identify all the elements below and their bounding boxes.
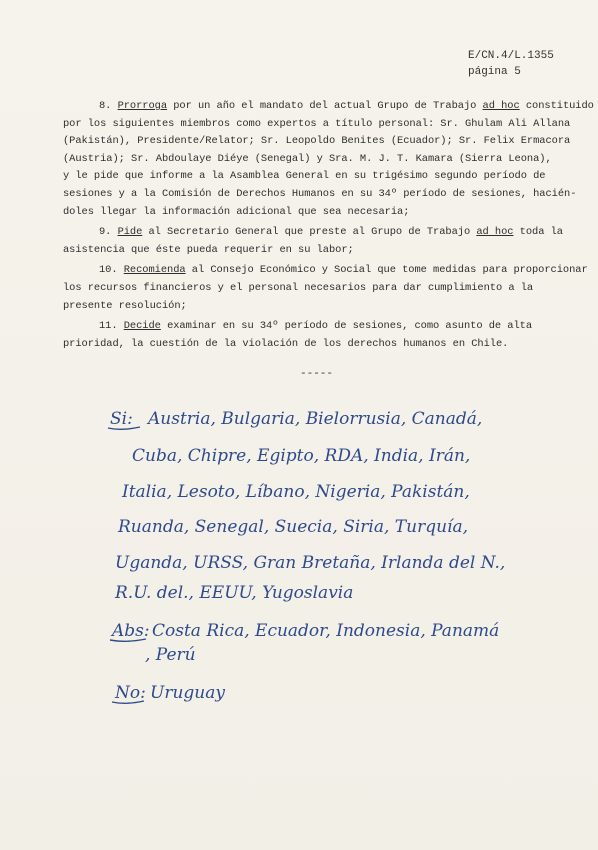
text-line: y le pide que informe a la Asamblea General en su trigésimo segundo período de [63,170,546,183]
vote-list-line: , Perú [145,645,196,665]
separator: ----- [300,368,334,380]
pen-underline [112,701,144,703]
vote-list-line: Cuba, Chipre, Egipto, RDA, India, Irán, [132,446,471,466]
paragraph-number: 9. [99,226,112,239]
operative-verb: Recomienda [123,264,186,277]
text-line: sesiones y a la Comisión de Derechos Humanos en su 34º período de sesiones, hacién- [63,187,577,200]
text-line: doles llegar la información adicional que sea necesaria; [63,205,410,218]
text-line: al Secretario General que preste al Grupo de Trabajo [148,226,471,239]
operative-verb: Pide [117,226,143,239]
text-line: constituido [525,100,594,112]
text-line: examinar en su 34º período de sesiones, como asunto de alta [167,320,533,333]
latin-term: ad hoc [482,100,520,112]
paragraph-number: 8. [99,100,112,112]
document-symbol: E/CN.4/L.1355 [468,50,554,62]
text-line: por los siguientes miembros como expertos a título personal: Sr. Ghulam Ali Allana [63,117,571,130]
vote-list-line: Uganda, URSS, Gran Bretaña, Irlanda del N., [115,553,506,573]
paragraph-11 [63,318,573,353]
vote-label-yes: Si: [110,409,133,429]
text-line: por un año el mandato del actual Grupo de Trabajo [173,100,477,112]
paragraph-number: 10. [99,264,118,277]
vote-list-line: Uruguay [150,683,225,703]
text-line: prioridad, la cuestión de la violación de los derechos humanos en Chile. [63,337,509,350]
operative-verb: Decide [123,320,161,333]
vote-label-no: No: [115,683,146,703]
text-line: los recursos financieros y el personal necesarios para dar cumplimiento a la [63,281,534,294]
vote-list-line: Ruanda, Senegal, Suecia, Siria, Turquía, [118,517,469,537]
text-line: (Austria); Sr. Abdoulaye Diéye (Senegal) y Sra. M. J. T. Kamara (Sierra Leona), [63,152,552,165]
paragraph-10 [63,262,588,315]
vote-list-line: Italia, Lesoto, Líbano, Nigeria, Pakistán, [122,482,470,502]
paragraph-9 [63,224,573,259]
text-line: presente resolución; [63,299,187,312]
operative-verb: Prorroga [117,100,168,112]
text-line: asistencia que éste pueda requerir en su labor; [63,243,354,256]
vote-list-line: R.U. del., EEUU, Yugoslavia [115,583,354,603]
resolution-text [63,98,594,353]
paragraph-number: 11. [99,320,118,333]
text-line: toda la [519,226,563,239]
vote-label-abstain: Abs: [112,621,150,641]
paragraph-8 [63,98,594,221]
pen-underline [108,427,140,429]
document-header [468,48,564,80]
text-line: (Pakistán), Presidente/Relator; Sr. Leopoldo Benites (Ecuador); Sr. Felix Ermacora [63,135,571,148]
vote-list-line: Costa Rica, Ecuador, Indonesia, Panamá [152,621,500,641]
latin-term: ad hoc [476,226,514,239]
vote-list-line: Austria, Bulgaria, Bielorrusia, Canadá, [148,409,483,429]
page-number: página 5 [468,66,521,78]
text-line: al Consejo Económico y Social que tome medidas para proporcionar [191,264,588,277]
pen-underline [110,639,146,641]
